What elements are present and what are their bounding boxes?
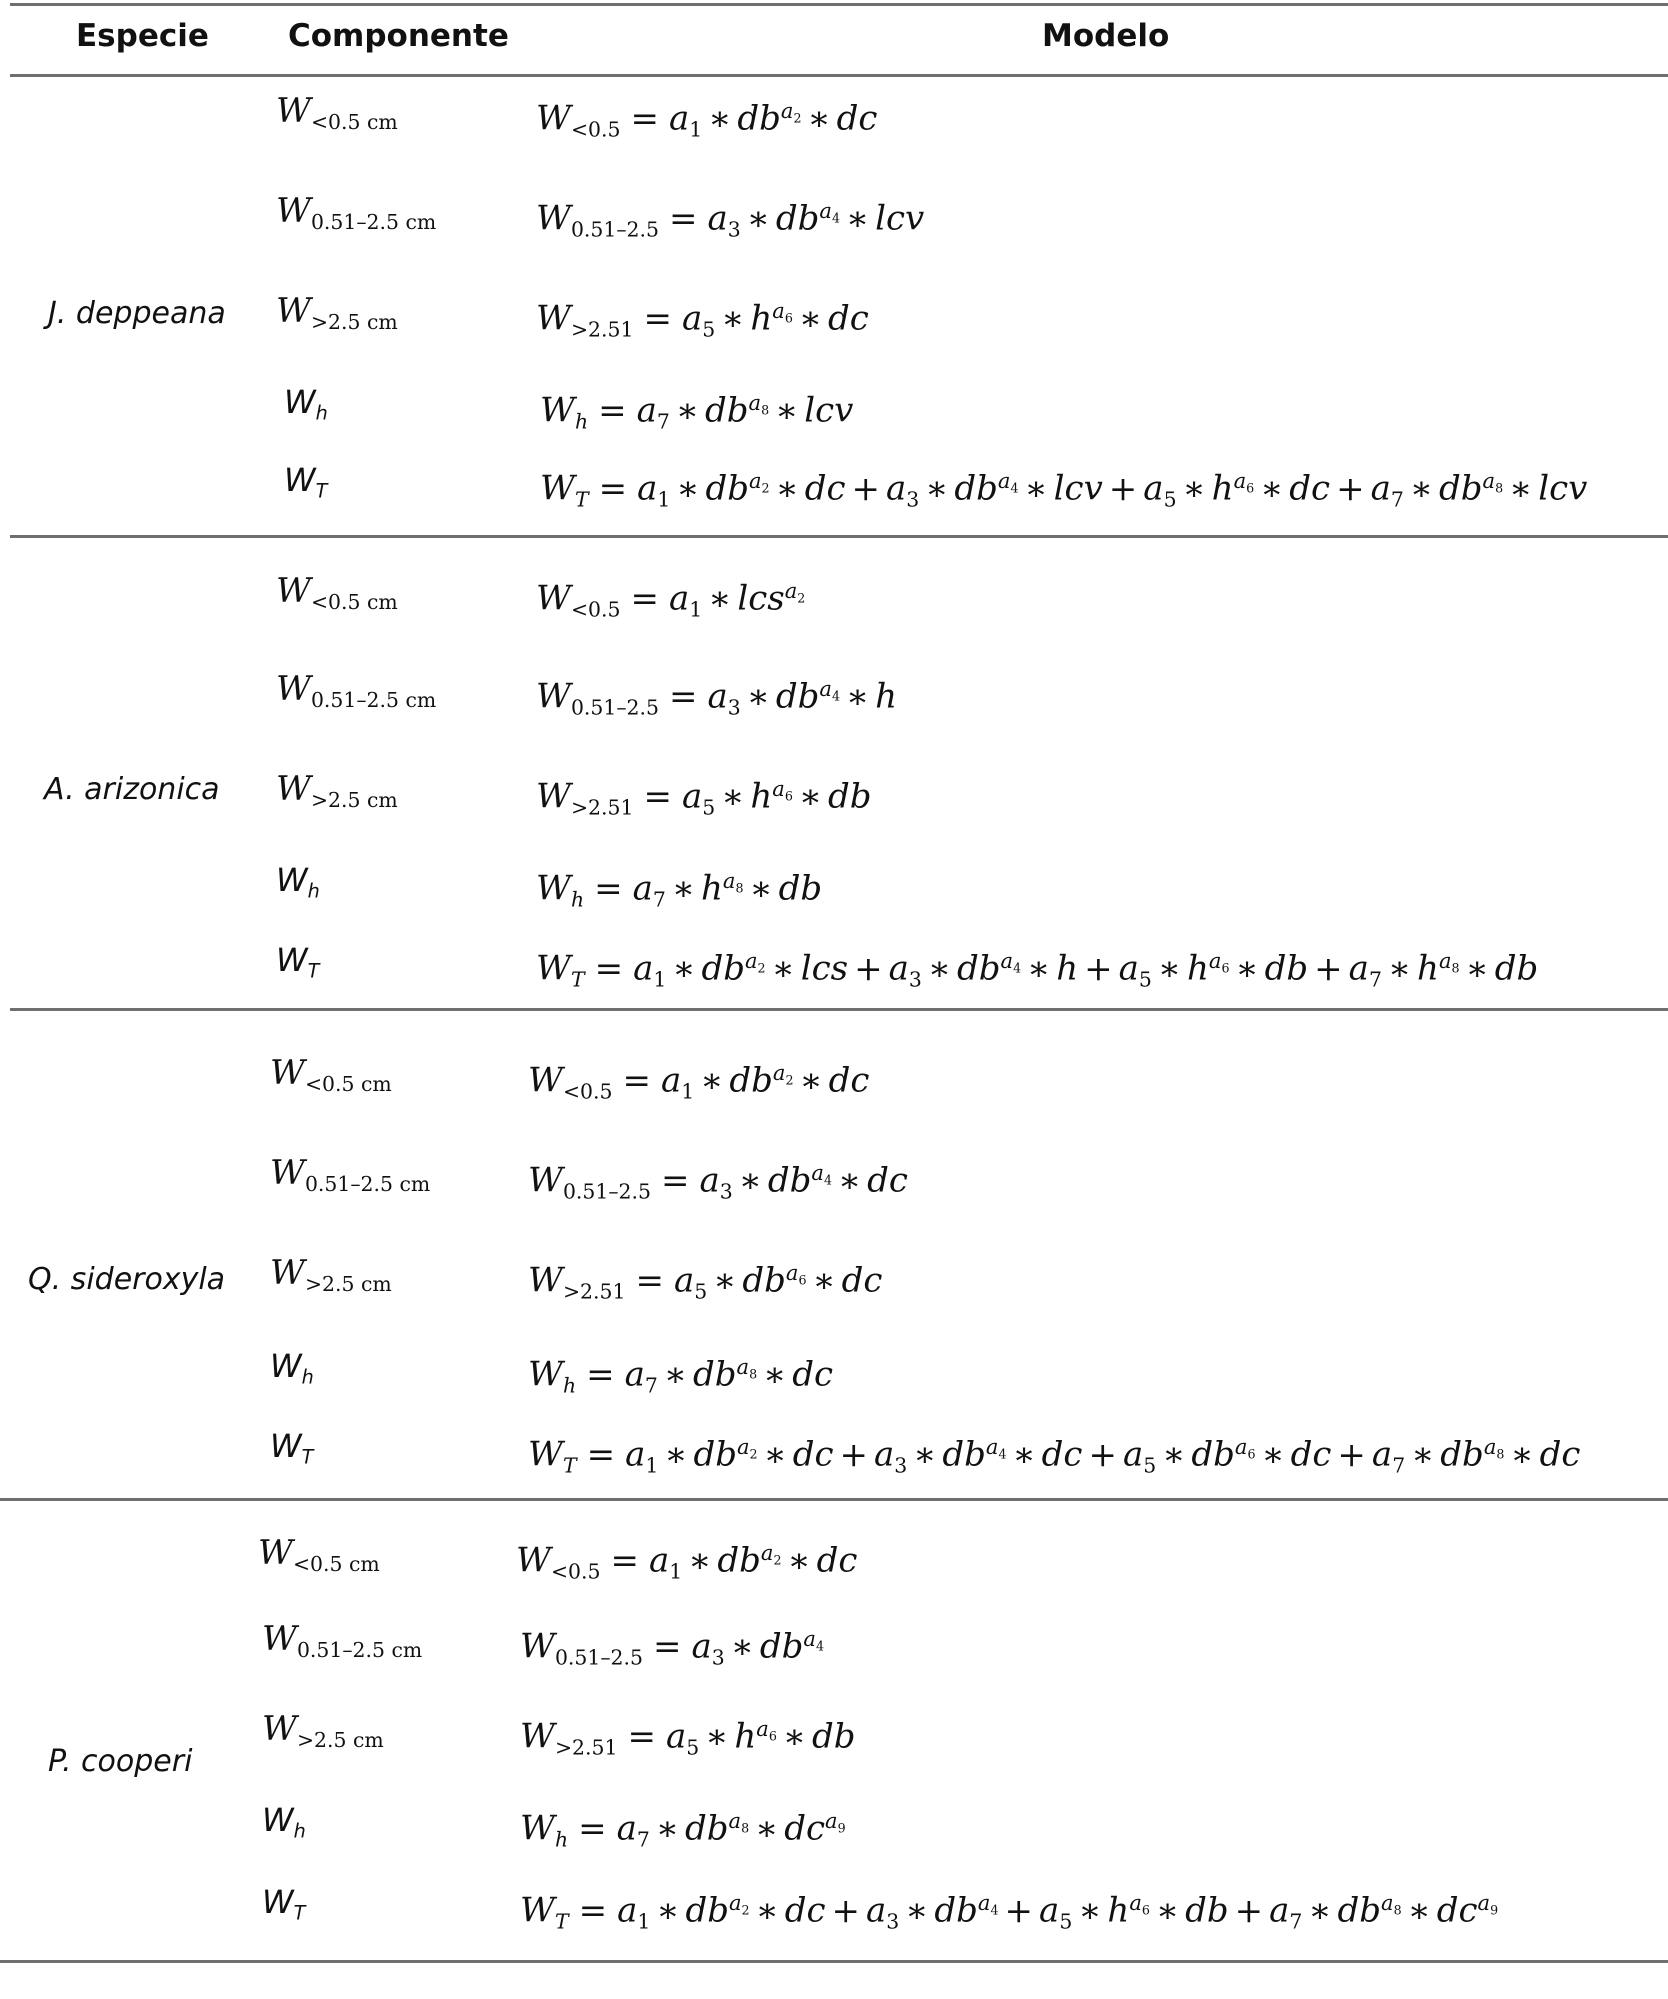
component-cell: $W_T$ <box>284 461 328 503</box>
header-especie: Especie <box>76 18 209 54</box>
model-equation: $W_{>2.51} = a_5$ ∗ $db^{a_6}$ ∗ dc <box>528 1260 883 1304</box>
model-equation: $W_{<0.5} = a_1$ ∗ $db^{a_2}$ ∗ dc <box>528 1060 870 1104</box>
component-cell: $W_h$ <box>262 1801 306 1843</box>
species-label: J. deppeana <box>48 296 226 331</box>
model-equation: $W_{>2.51} = a_5$ ∗ $h^{a_6}$ ∗ dc <box>536 298 869 342</box>
component-cell: $W_{<0.5 cm}$ <box>270 1053 392 1097</box>
species-label: P. cooperi <box>48 1744 193 1779</box>
model-equation: $W_{<0.5} = a_1$ ∗ $db^{a_2}$ ∗ dc <box>516 1540 858 1584</box>
model-equation: $W_h = a_7$ ∗ $db^{a_8}$ ∗ $dc^{a_9}$ <box>520 1808 846 1852</box>
model-equation: $W_{<0.5} = a_1$ ∗ $db^{a_2}$ ∗ dc <box>536 98 878 142</box>
component-cell: $W_{>2.5 cm}$ <box>276 291 398 335</box>
component-cell: $W_{>2.5 cm}$ <box>262 1709 384 1753</box>
component-cell: $W_{>2.5 cm}$ <box>270 1253 392 1297</box>
group-divider <box>10 1008 1668 1011</box>
model-equation: $W_{>2.51} = a_5$ ∗ $h^{a_6}$ ∗ db <box>520 1716 856 1760</box>
component-cell: $W_{<0.5 cm}$ <box>276 571 398 615</box>
component-cell: $W_{<0.5 cm}$ <box>276 91 398 135</box>
component-cell: $W_{<0.5 cm}$ <box>258 1533 380 1577</box>
species-label: Q. sideroxyla <box>28 1262 226 1297</box>
component-cell: $W_{0.51-2.5 cm}$ <box>276 191 437 235</box>
model-equation: $W_T = a_1$ ∗ $db^{a_2}$ ∗ dc + $a_3$ ∗ $db^{a_4}$ ∗ dc + $a_5$ ∗ $db^{a_6}$ ∗ dc + $a_7$ ∗ $db^{a_8}$ ∗ dc <box>528 1434 1581 1478</box>
species-label: A. arizonica <box>44 772 220 807</box>
model-equation: $W_T = a_1$ ∗ $db^{a_2}$ ∗ lcs + $a_3$ ∗ $db^{a_4}$ ∗ $h + a_5$ ∗ $h^{a_6}$ ∗ db + $a_7$ ∗ $h^{a_8}$ ∗ db <box>536 948 1539 992</box>
component-cell: $W_{0.51-2.5 cm}$ <box>270 1153 431 1197</box>
model-equation: $W_{0.51-2.5} = a_3$ ∗ $db^{a_4}$ ∗ h <box>536 676 898 720</box>
model-equation: $W_T = a_1$ ∗ $db^{a_2}$ ∗ dc + $a_3$ ∗ $db^{a_4}$ ∗ lcv + $a_5$ ∗ $h^{a_6}$ ∗ dc + $a_7$ ∗ $db^{a_8}$ ∗ lcv <box>540 468 1588 512</box>
model-equation: $W_h = a_7$ ∗ $db^{a_8}$ ∗ dc <box>528 1354 834 1398</box>
component-cell: $W_{>2.5 cm}$ <box>276 769 398 813</box>
model-equation: $W_{<0.5} = a_1$ ∗ lcs$^{a_2}$ <box>536 578 806 622</box>
component-cell: $W_T$ <box>270 1427 314 1469</box>
table-top-rule <box>10 3 1668 6</box>
model-equation: $W_T = a_1$ ∗ $db^{a_2}$ ∗ dc + $a_3$ ∗ $db^{a_4} + a_5$ ∗ $h^{a_6}$ ∗ db + $a_7$ ∗ $db^{a_8}$ ∗ $dc^{a_9}$ <box>520 1890 1499 1934</box>
model-equation: $W_{0.51-2.5} = a_3$ ∗ $db^{a_4}$ <box>520 1626 825 1670</box>
header-modelo: Modelo <box>1042 18 1170 54</box>
group-divider <box>10 535 1668 538</box>
header-rule <box>10 74 1668 77</box>
component-cell: $W_{0.51-2.5 cm}$ <box>262 1619 423 1663</box>
model-equation: $W_{>2.51} = a_5$ ∗ $h^{a_6}$ ∗ db <box>536 776 872 820</box>
component-cell: $W_{0.51-2.5 cm}$ <box>276 669 437 713</box>
component-cell: $W_T$ <box>262 1883 306 1925</box>
component-cell: $W_T$ <box>276 941 320 983</box>
model-equation: $W_h = a_7$ ∗ $h^{a_8}$ ∗ db <box>536 868 823 912</box>
group-divider <box>0 1498 1668 1501</box>
model-equation: $W_{0.51-2.5} = a_3$ ∗ $db^{a_4}$ ∗ lcv <box>536 198 925 242</box>
model-equation: $W_h = a_7$ ∗ $db^{a_8}$ ∗ lcv <box>540 390 854 434</box>
component-cell: $W_h$ <box>284 383 328 425</box>
header-componente: Componente <box>288 18 509 54</box>
model-equation: $W_{0.51-2.5} = a_3$ ∗ $db^{a_4}$ ∗ dc <box>528 1160 908 1204</box>
component-cell: $W_h$ <box>276 861 320 903</box>
component-cell: $W_h$ <box>270 1347 314 1389</box>
table-bottom-rule <box>0 1960 1668 1963</box>
